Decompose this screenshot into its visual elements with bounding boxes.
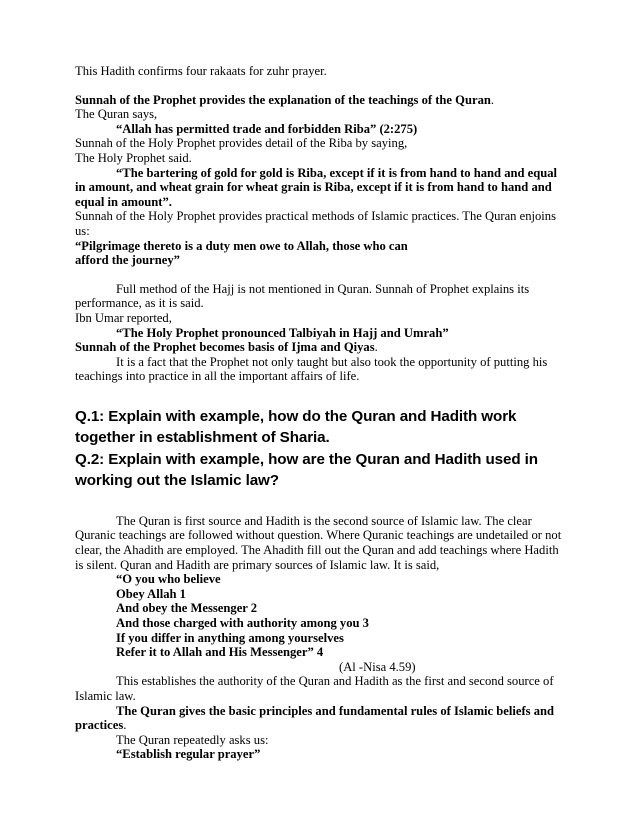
section-statement bbox=[75, 704, 570, 733]
bold-statement: Sunnah of the Prophet becomes basis of Ijma and Qiyas bbox=[75, 340, 375, 355]
verse-line: And obey the Messenger 2 bbox=[116, 601, 258, 616]
quran-quote-line: afford the journey” bbox=[75, 253, 180, 268]
question-heading-1: Q.1: Explain with example, how do the Quran and Hadith work together in establishment of Sharia. bbox=[75, 407, 517, 447]
text-paragraph: Sunnah of the Holy Prophet provides practical methods of Islamic practices. The Quran enjoins us: bbox=[75, 209, 557, 238]
verse-citation: (Al -Nisa 4.59) bbox=[339, 659, 416, 674]
text-paragraph: It is a fact that the Prophet not only taught but also took the opportunity of putting his teachings into practice in all the important affairs of life. bbox=[75, 354, 548, 384]
text-paragraph: Full method of the Hajj is not mentioned in Quran. Sunnah of Prophet explains its performance, as it is said. bbox=[75, 281, 530, 311]
quran-quote-line: “Pilgrimage thereto is a duty men owe to Allah, those who can bbox=[75, 238, 408, 253]
statement-tail: . bbox=[374, 340, 378, 355]
section-statement bbox=[75, 93, 570, 108]
quran-quote: “Establish regular prayer” bbox=[116, 747, 261, 762]
verse-line: Refer it to Allah and His Messenger” 4 bbox=[116, 645, 324, 660]
statement-tail: . bbox=[490, 92, 495, 107]
text-line: Sunnah of the Holy Prophet provides detail of the Riba by saying, bbox=[75, 136, 408, 151]
statement-tail: . bbox=[123, 718, 127, 733]
bold-statement: Sunnah of the Prophet provides the explanation of the teachings of the Quran bbox=[75, 92, 491, 107]
hadith-quote: “The Holy Prophet pronounced Talbiyah in Hajj and Umrah” bbox=[116, 325, 449, 340]
verse-line: And those charged with authority among you 3 bbox=[116, 616, 369, 631]
text-line: The Holy Prophet said. bbox=[75, 150, 192, 165]
answer-intro: The Quran is first source and Hadith is the second source of Islamic law. The clear Quranic teachings are followed without question. Where Quranic teachings are undetailed or not clear, the Ahadith are employed. The Ahadith fill out the Quran and add teachings where Hadith is silent. Quran and Hadith are primary sources of Islamic law. It is said, bbox=[75, 513, 562, 572]
verse-line: If you differ in anything among yourselves bbox=[116, 630, 344, 645]
verse-line: “O you who believe bbox=[116, 572, 221, 587]
quran-quote: “Allah has permitted trade and forbidden Riba” (2:275) bbox=[116, 121, 418, 136]
verse-line: Obey Allah 1 bbox=[116, 586, 186, 601]
section-statement bbox=[75, 340, 570, 355]
text-line: Ibn Umar reported, bbox=[75, 310, 172, 325]
text-line: This Hadith confirms four rakaats for zuhr prayer. bbox=[75, 64, 327, 78]
bold-statement: The Quran gives the basic principles and fundamental rules of Islamic beliefs and practices bbox=[75, 703, 555, 733]
document-body bbox=[75, 64, 570, 762]
text-paragraph: This establishes the authority of the Quran and Hadith as the first and second source of Islamic law. bbox=[75, 674, 554, 703]
question-heading-2: Q.2: Explain with example, how are the Quran and Hadith used in working out the Islamic law? bbox=[75, 450, 538, 490]
hadith-quote: “The bartering of gold for gold is Riba, except if it is from hand to hand and equal in amount, and wheat grain for wheat grain is Riba, except if it is from hand to hand and equal in amount”. bbox=[75, 165, 558, 209]
text-line: The Quran says, bbox=[75, 107, 158, 122]
text-line: The Quran repeatedly asks us: bbox=[116, 732, 269, 747]
